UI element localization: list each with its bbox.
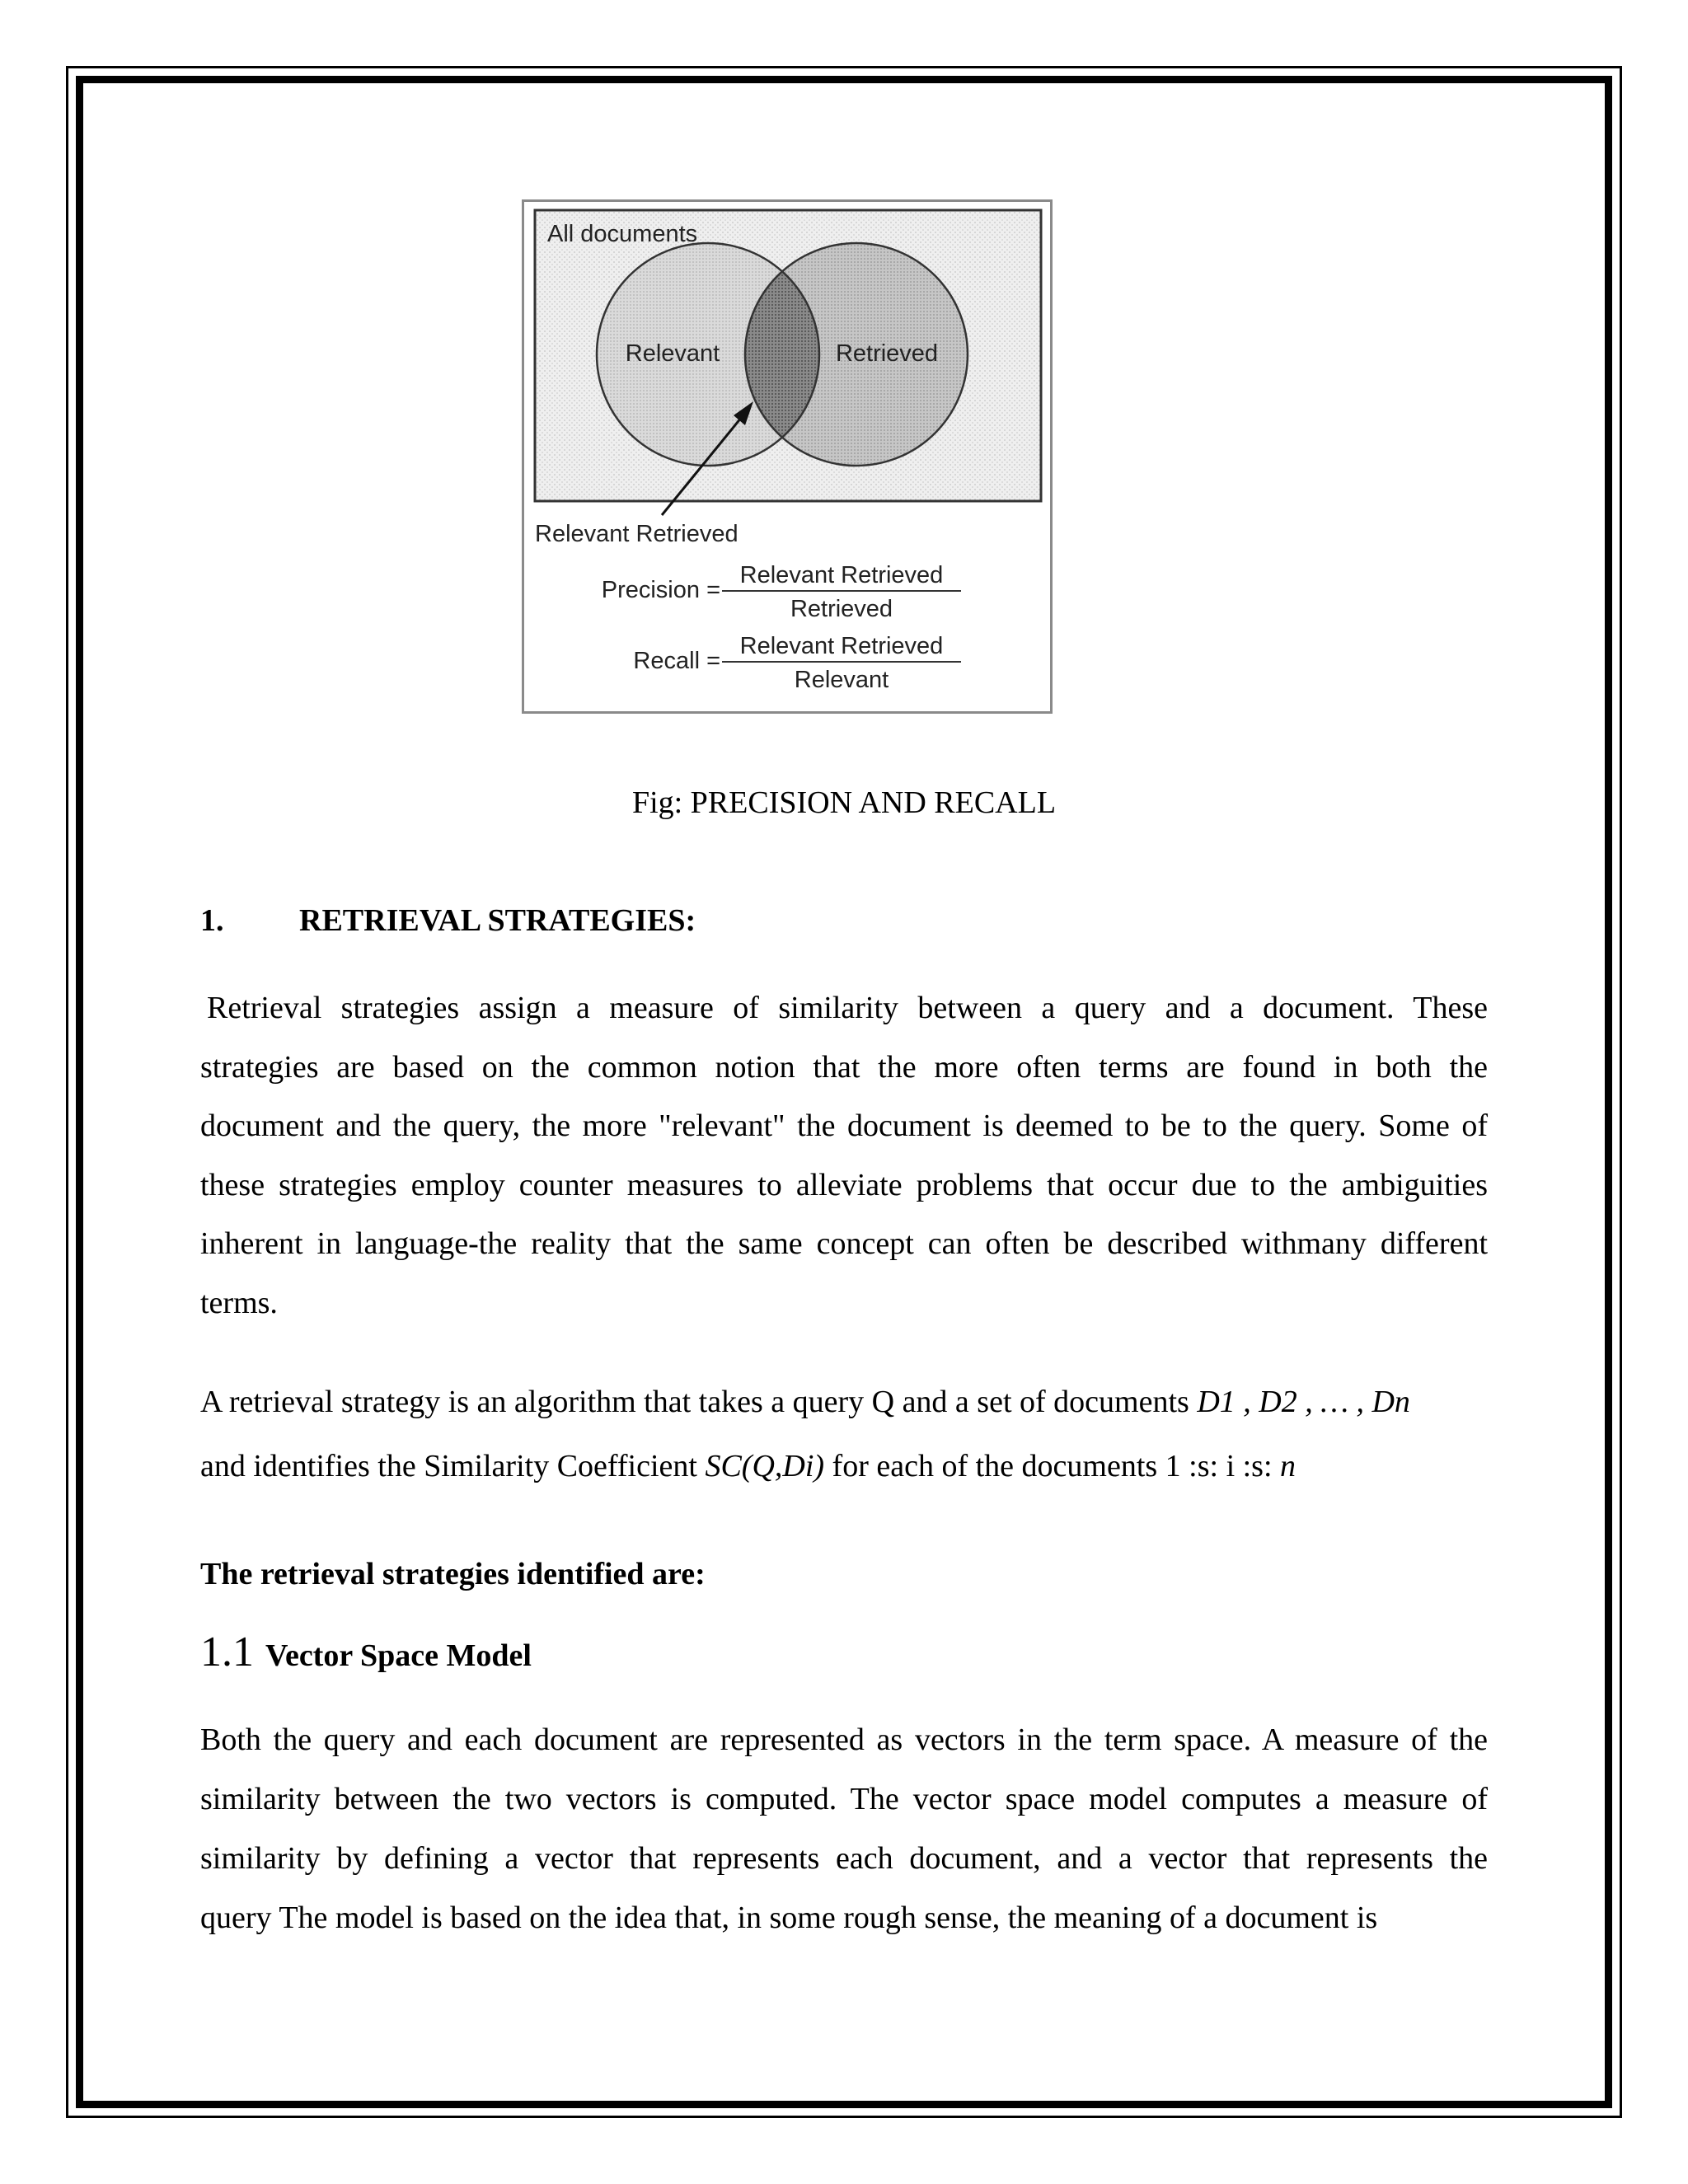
subsection-number: 1.1 — [200, 1629, 254, 1675]
section-number: 1. — [200, 903, 224, 938]
paragraph-line: terms. — [200, 1285, 278, 1320]
precision-denominator: Retrieved — [790, 596, 893, 622]
subsection-title: Vector Space Model — [265, 1638, 532, 1673]
section-title: RETRIEVAL STRATEGIES: — [299, 903, 696, 938]
subsection-heading — [200, 1628, 532, 1676]
recall-numerator: Relevant Retrieved — [739, 633, 944, 659]
figure-caption: Fig: PRECISION AND RECALL — [631, 785, 1057, 820]
venn-diagram — [524, 202, 1050, 711]
paragraph-line: query The model is based on the idea that, in some rough sense, the meaning of a document is — [200, 1900, 1378, 1935]
definition-line-1: A retrieval strategy is an algorithm that takes a query Q and a set of documents D1 , D2 , … , Dn — [200, 1385, 1410, 1419]
similarity-coefficient: SC(Q,Di) — [705, 1449, 825, 1483]
paragraph-line: strategies are based on the common notion that the more often terms are found in both the — [200, 1049, 1488, 1085]
paragraph-line: inherent in language-the reality that the same concept can often be described withmany different — [200, 1226, 1488, 1261]
strategies-intro: The retrieval strategies identified are: — [200, 1557, 706, 1591]
all-documents-label: All documents — [547, 221, 698, 247]
recall-label: Recall = — [633, 648, 720, 674]
vector-space-paragraph — [200, 1710, 1488, 1947]
retrieved-label: Retrieved — [835, 340, 939, 367]
retrieval-strategies-paragraph — [200, 979, 1488, 1333]
document-set: D1 , D2 , … , Dn — [1197, 1385, 1410, 1419]
paragraph-line: these strategies employ counter measures to alleviate problems that occur due to the ambiguities — [200, 1167, 1488, 1202]
paragraph-line: Retrieval strategies assign a measure of similarity between a query and a document. These — [207, 991, 1488, 1025]
precision-recall-figure — [522, 199, 1053, 714]
definition-line-2: and identifies the Similarity Coefficient SC(Q,Di) for each of the documents 1 :s: i :s: n — [200, 1449, 1296, 1483]
paragraph-line: Both the query and each document are represented as vectors in the term space. A measure of the — [200, 1722, 1488, 1757]
retrieval-strategy-definition — [200, 1370, 1488, 1498]
relevant-label: Relevant — [625, 340, 720, 367]
section-heading — [200, 902, 696, 939]
paragraph-line: similarity by defining a vector that represents each document, and a vector that represents the — [200, 1841, 1488, 1876]
precision-numerator: Relevant Retrieved — [739, 562, 944, 588]
relevant-retrieved-label: Relevant Retrieved — [535, 521, 738, 547]
paragraph-line: document and the query, the more "relevant" the document is deemed to be to the query. Some of — [200, 1108, 1488, 1143]
recall-denominator: Relevant — [794, 667, 889, 693]
precision-label: Precision = — [601, 577, 720, 603]
paragraph-line: similarity between the two vectors is computed. The vector space model computes a measure of — [200, 1782, 1488, 1816]
